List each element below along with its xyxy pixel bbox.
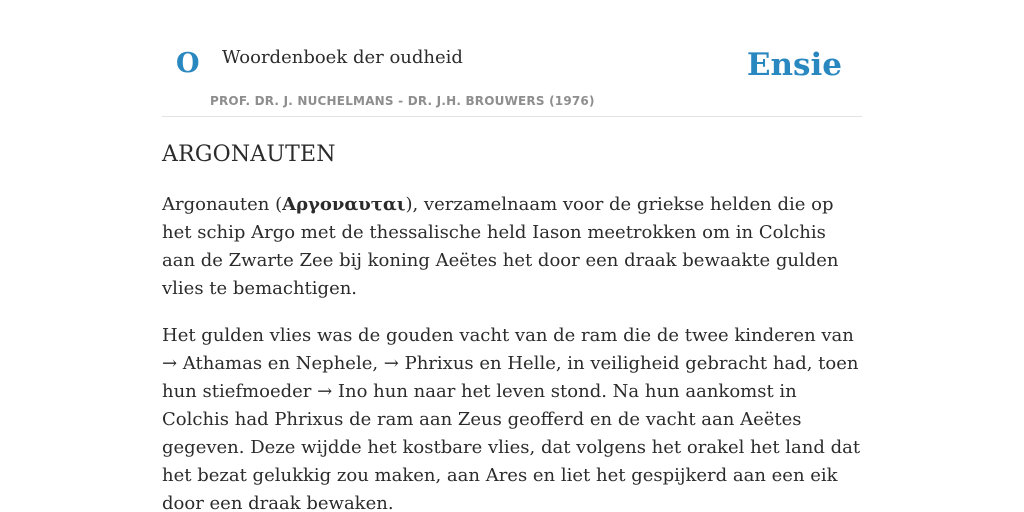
greek-term: Αργοναυται bbox=[282, 194, 406, 215]
index-letter-link[interactable]: O bbox=[176, 48, 200, 79]
book-title-link[interactable]: Woordenboek der oudheid bbox=[222, 47, 463, 68]
book-authors: PROF. DR. J. NUCHELMANS - DR. J.H. BROUWERS (1976) bbox=[210, 94, 595, 108]
article-body bbox=[162, 139, 862, 512]
intro-text-start: Argonauten ( bbox=[162, 194, 283, 215]
dictionary-header bbox=[162, 0, 862, 117]
paragraph-intro bbox=[162, 191, 862, 303]
intro-text-rest: ), verzamelnaam voor de griekse helden die op het schip Argo met de thessalische held Iason meetrokken om in Colchis aan de Zwarte Zee bij koning Aeëtes het door een draak bewaakte gulden vlies te bemachtigen. bbox=[162, 194, 839, 299]
entry-title: ARGONAUTEN bbox=[162, 142, 336, 167]
ensie-logo-link[interactable]: Ensie bbox=[746, 47, 842, 83]
paragraph-golden-fleece: Het gulden vlies was de gouden vacht van de ram die de twee kinderen van → Athamas en Nephele, → Phrixus en Helle, in veiligheid gebracht had, toen hun stiefmoeder → Ino hun naar het leven stond. Na hun aankomst in Colchis had Phrixus de ram aan Zeus geofferd en de vacht aan Aeëtes gegeven. Deze wijdde het kostbare vlies, dat volgens het orakel het land dat het bezat gelukkig zou maken, aan Ares en liet het gespijkerd aan een eik door een draak bewaken. bbox=[162, 325, 861, 512]
